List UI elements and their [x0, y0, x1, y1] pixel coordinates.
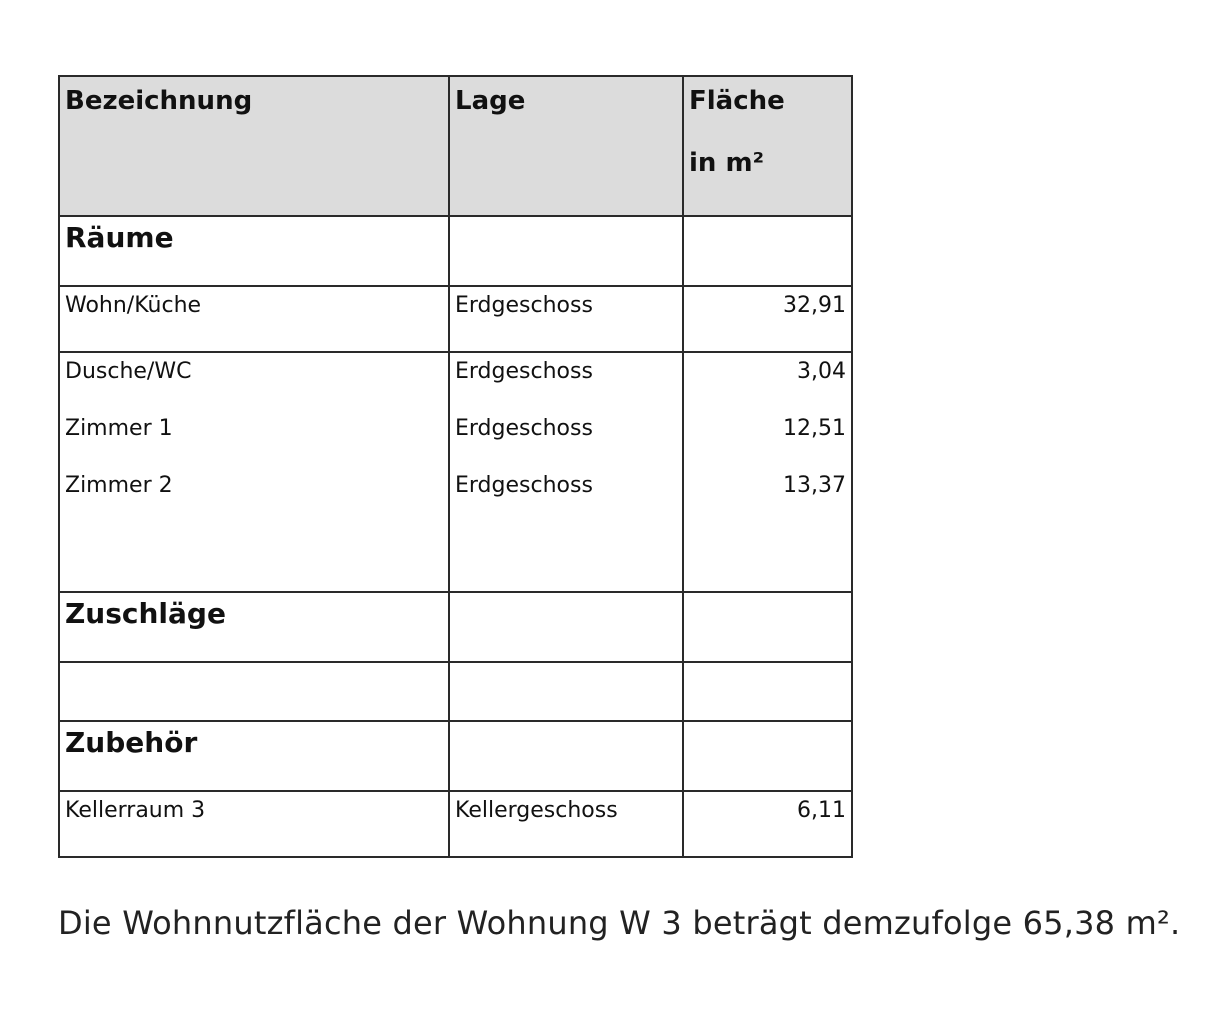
empty-cell [683, 721, 852, 791]
room-lage: Erdgeschoss [455, 473, 593, 498]
table-header-row [59, 76, 852, 216]
header-flaeche [683, 76, 852, 216]
table-row-group [59, 352, 852, 592]
section-row-zuschlaege [59, 592, 852, 662]
room-flaeche: 32,91 [683, 286, 852, 352]
room-name: Dusche/WC [65, 359, 192, 384]
section-label-zuschlaege: Zuschläge [59, 592, 449, 662]
header-lage-label: Lage [455, 86, 526, 116]
empty-cell [449, 721, 683, 791]
table-row [59, 791, 852, 857]
empty-cell [683, 592, 852, 662]
header-lage [449, 76, 683, 216]
section-row-zubehoer [59, 721, 852, 791]
empty-row [59, 662, 852, 721]
section-row-raeume [59, 216, 852, 286]
empty-cell [449, 662, 683, 721]
header-flaeche-label: Fläche [689, 86, 785, 116]
header-bezeichnung [59, 76, 449, 216]
room-name: Zimmer 1 [65, 416, 173, 441]
empty-cell [683, 662, 852, 721]
room-flaeche-group [683, 352, 852, 592]
room-name: Zimmer 2 [65, 473, 173, 498]
room-flaeche: 13,37 [783, 473, 846, 498]
empty-cell [59, 662, 449, 721]
table-row [59, 286, 852, 352]
room-flaeche: 3,04 [797, 359, 846, 384]
header-flaeche-unit: in m² [689, 148, 764, 178]
section-label-zubehoer: Zubehör [59, 721, 449, 791]
room-flaeche: 12,51 [783, 416, 846, 441]
room-lage-group [449, 352, 683, 592]
empty-cell [449, 592, 683, 662]
room-name: Kellerraum 3 [59, 791, 449, 857]
header-bezeichnung-label: Bezeichnung [65, 86, 253, 116]
room-flaeche: 6,11 [683, 791, 852, 857]
room-lage: Erdgeschoss [455, 359, 593, 384]
room-lage: Erdgeschoss [455, 416, 593, 441]
room-name-group [59, 352, 449, 592]
summary-text: Die Wohnnutzfläche der Wohnung W 3 beträgt demzufolge 65,38 m². [58, 904, 1181, 942]
empty-cell [683, 216, 852, 286]
room-name: Wohn/Küche [59, 286, 449, 352]
section-label-raeume: Räume [59, 216, 449, 286]
area-table [58, 75, 853, 858]
room-lage: Erdgeschoss [449, 286, 683, 352]
empty-cell [449, 216, 683, 286]
room-lage: Kellergeschoss [449, 791, 683, 857]
